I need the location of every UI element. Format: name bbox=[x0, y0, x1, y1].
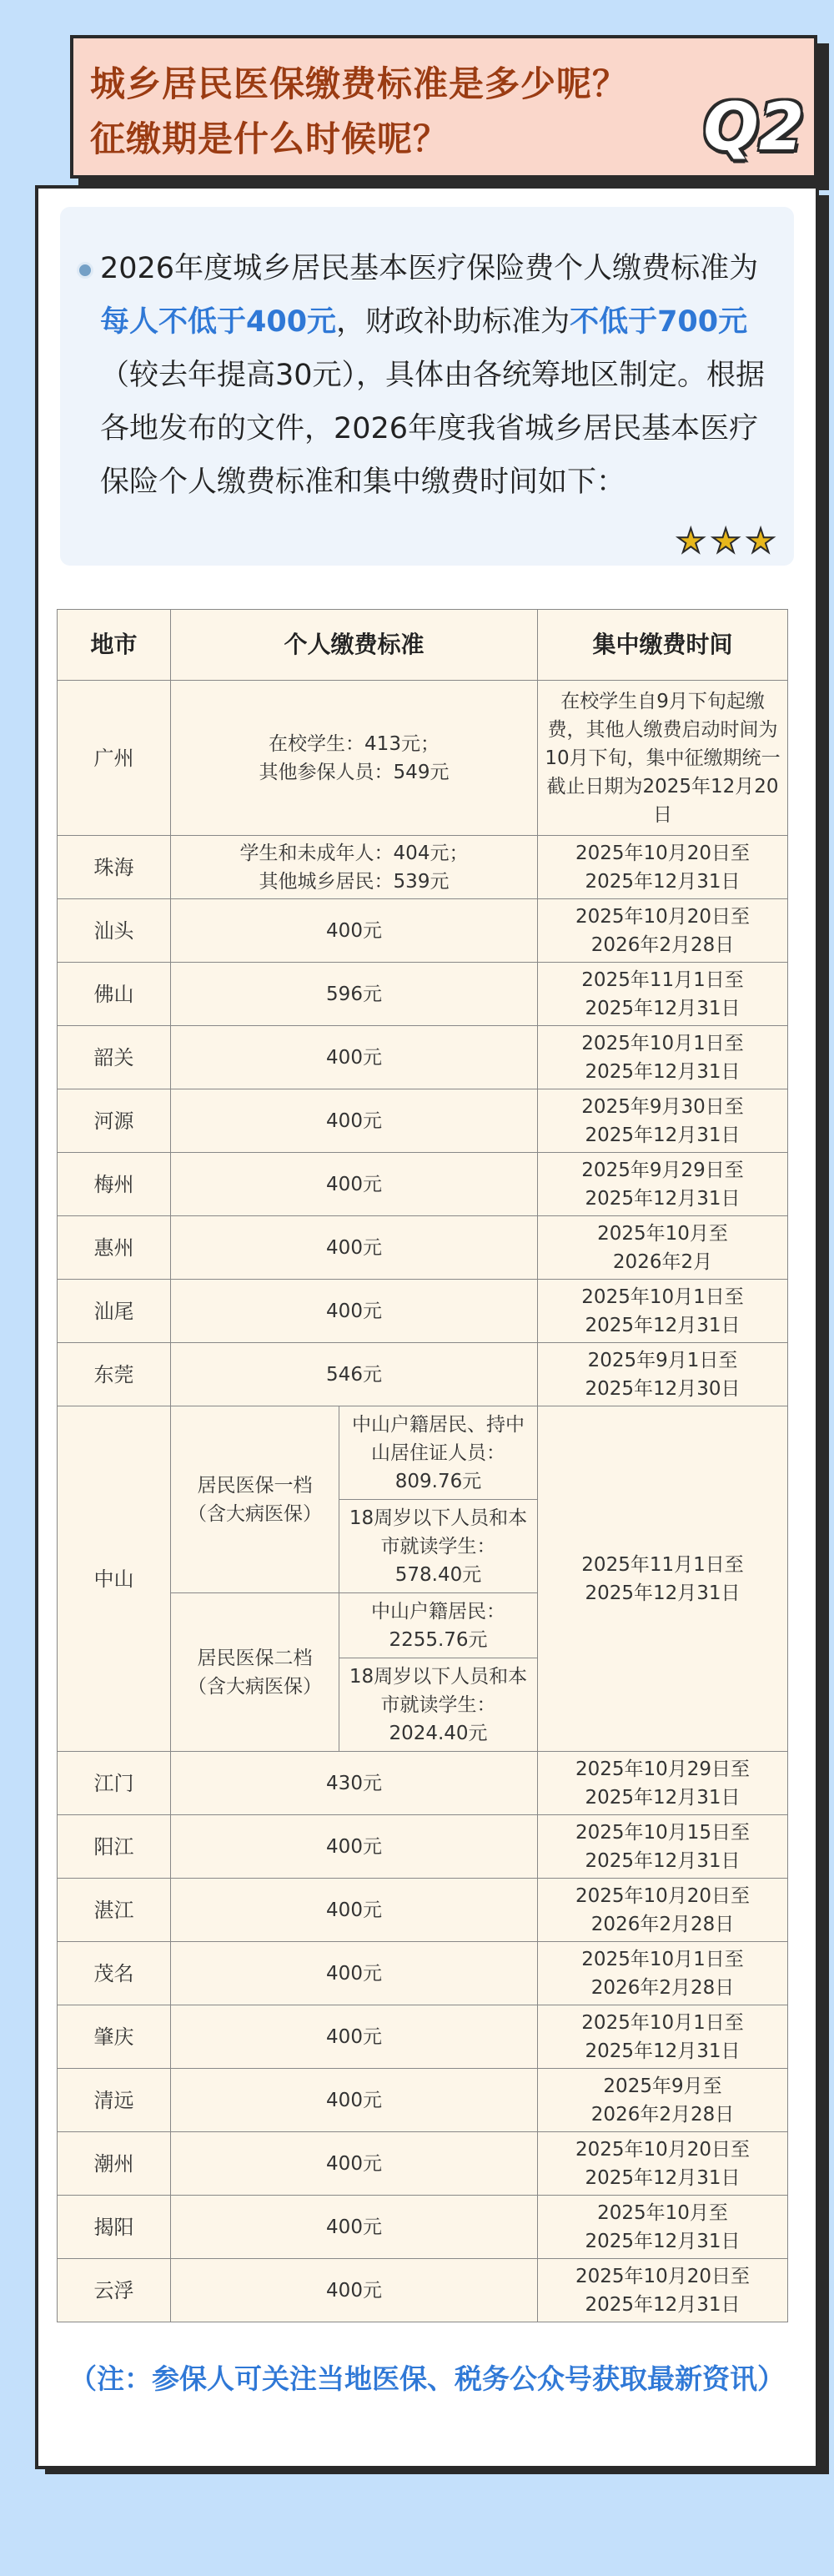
table-row bbox=[58, 1343, 788, 1406]
period-cell: 2025年10月20日至 2025年12月31日 bbox=[538, 2132, 788, 2196]
title-line-1: 城乡居民医保缴费标准是多少呢？ bbox=[90, 63, 629, 104]
period-cell: 2025年9月至 2026年2月28日 bbox=[538, 2069, 788, 2132]
intro-box bbox=[60, 207, 794, 566]
standard-cell: 430元 bbox=[171, 1752, 538, 1815]
table-row bbox=[58, 2132, 788, 2196]
city-cell: 佛山 bbox=[58, 963, 171, 1026]
table-row bbox=[58, 681, 788, 836]
footnote: （注：参保人可关注当地医保、税务公众号获取最新资讯） bbox=[69, 2362, 785, 2395]
header-standard: 个人缴费标准 bbox=[171, 610, 538, 681]
city-cell: 江门 bbox=[58, 1752, 171, 1815]
title-line-2: 征缴期是什么时候呢？ bbox=[90, 118, 450, 159]
standard-cell: 400元 bbox=[171, 1089, 538, 1153]
period-cell: 2025年10月1日至 2026年2月28日 bbox=[538, 1942, 788, 2005]
city-cell: 惠州 bbox=[58, 1216, 171, 1280]
header-period: 集中缴费时间 bbox=[538, 610, 788, 681]
city-cell: 河源 bbox=[58, 1089, 171, 1153]
intro-text-2: ，财政补助标准为 bbox=[336, 305, 570, 339]
tier-detail-cell: 中山户籍居民： 2255.76元 bbox=[339, 1593, 538, 1658]
tier-cell: 居民医保一档 （含大病医保） bbox=[171, 1406, 339, 1593]
standard-cell: 400元 bbox=[171, 1026, 538, 1089]
tier-cell: 居民医保二档 （含大病医保） bbox=[171, 1593, 339, 1752]
city-cell: 梅州 bbox=[58, 1153, 171, 1216]
table-row bbox=[58, 899, 788, 963]
intro-highlight-1: 每人不低于400元 bbox=[100, 305, 337, 339]
table-row bbox=[58, 2069, 788, 2132]
table-row bbox=[58, 836, 788, 899]
table-row bbox=[58, 2196, 788, 2259]
period-cell: 2025年10月20日至 2026年2月28日 bbox=[538, 899, 788, 963]
period-cell: 2025年10月至 2025年12月31日 bbox=[538, 2196, 788, 2259]
period-cell: 2025年9月1日至 2025年12月30日 bbox=[538, 1343, 788, 1406]
table-row bbox=[58, 1879, 788, 1942]
period-cell: 2025年11月1日至 2025年12月31日 bbox=[538, 1406, 788, 1752]
table-row bbox=[58, 1280, 788, 1343]
period-cell: 2025年10月29日至 2025年12月31日 bbox=[538, 1752, 788, 1815]
table-row bbox=[58, 963, 788, 1026]
standard-cell: 400元 bbox=[171, 1153, 538, 1216]
intro-text-1: 2026年度城乡居民基本医疗保险费个人缴费标准为 bbox=[100, 252, 759, 285]
period-cell: 2025年9月30日至 2025年12月31日 bbox=[538, 1089, 788, 1153]
city-cell: 揭阳 bbox=[58, 2196, 171, 2259]
city-cell: 茂名 bbox=[58, 1942, 171, 2005]
intro-paragraph bbox=[100, 242, 784, 509]
table-row bbox=[58, 1216, 788, 1280]
tier-detail-cell: 18周岁以下人员和本市就读学生： 578.40元 bbox=[339, 1500, 538, 1593]
intro-highlight-2: 不低于700元 bbox=[570, 305, 748, 339]
stars-icon: ★★★ bbox=[676, 522, 781, 561]
table-row bbox=[58, 1406, 788, 1500]
standard-cell: 400元 bbox=[171, 1879, 538, 1942]
intro-text-3: （较去年提高30元），具体由各统筹地区制定。根据各地发布的文件，2026年度我省城乡居民基本医疗保险个人缴费标准和集中缴费时间如下： bbox=[100, 359, 766, 499]
period-cell: 2025年10月20日至 2025年12月31日 bbox=[538, 836, 788, 899]
standard-cell: 400元 bbox=[171, 1280, 538, 1343]
standard-cell: 学生和未成年人：404元； 其他城乡居民：539元 bbox=[171, 836, 538, 899]
standard-cell: 400元 bbox=[171, 899, 538, 963]
period-cell: 2025年10月20日至 2025年12月31日 bbox=[538, 2259, 788, 2322]
table-row bbox=[58, 2005, 788, 2069]
period-cell: 2025年9月29日至 2025年12月31日 bbox=[538, 1153, 788, 1216]
table-body-top bbox=[58, 681, 788, 1406]
table-row bbox=[58, 2259, 788, 2322]
standard-cell: 400元 bbox=[171, 1942, 538, 2005]
standard-cell: 400元 bbox=[171, 1815, 538, 1879]
city-cell: 珠海 bbox=[58, 836, 171, 899]
city-cell: 广州 bbox=[58, 681, 171, 836]
period-cell: 2025年11月1日至 2025年12月31日 bbox=[538, 963, 788, 1026]
period-cell: 2025年10月20日至 2026年2月28日 bbox=[538, 1879, 788, 1942]
period-cell: 在校学生自9月下旬起缴费，其他人缴费启动时间为10月下旬，集中征缴期统一截止日期为2025年12月20日 bbox=[538, 681, 788, 836]
standard-cell: 在校学生：413元； 其他参保人员：549元 bbox=[171, 681, 538, 836]
table-body-zhongshan bbox=[58, 1406, 788, 1752]
standard-cell: 400元 bbox=[171, 2069, 538, 2132]
city-cell: 湛江 bbox=[58, 1879, 171, 1942]
city-cell: 汕头 bbox=[58, 899, 171, 963]
city-cell: 东莞 bbox=[58, 1343, 171, 1406]
city-cell: 韶关 bbox=[58, 1026, 171, 1089]
tier-detail-cell: 18周岁以下人员和本市就读学生： 2024.40元 bbox=[339, 1658, 538, 1752]
standard-cell: 400元 bbox=[171, 2196, 538, 2259]
table-row bbox=[58, 1026, 788, 1089]
tier-detail-cell: 中山户籍居民、持中山居住证人员： 809.76元 bbox=[339, 1406, 538, 1500]
period-cell: 2025年10月至 2026年2月 bbox=[538, 1216, 788, 1280]
period-cell: 2025年10月15日至 2025年12月31日 bbox=[538, 1815, 788, 1879]
main-panel bbox=[35, 185, 819, 2469]
standard-cell: 546元 bbox=[171, 1343, 538, 1406]
standard-cell: 400元 bbox=[171, 2259, 538, 2322]
period-cell: 2025年10月1日至 2025年12月31日 bbox=[538, 1026, 788, 1089]
city-cell: 云浮 bbox=[58, 2259, 171, 2322]
city-cell: 清远 bbox=[58, 2069, 171, 2132]
table-row bbox=[58, 1815, 788, 1879]
city-cell: 汕尾 bbox=[58, 1280, 171, 1343]
city-cell: 肇庆 bbox=[58, 2005, 171, 2069]
fee-table bbox=[57, 609, 788, 2322]
city-cell: 阳江 bbox=[58, 1815, 171, 1879]
table-row bbox=[58, 1153, 788, 1216]
bullet-dot-icon bbox=[77, 262, 93, 279]
table-body-bottom bbox=[58, 1752, 788, 2322]
table-row bbox=[58, 1752, 788, 1815]
standard-cell: 400元 bbox=[171, 1216, 538, 1280]
period-cell: 2025年10月1日至 2025年12月31日 bbox=[538, 1280, 788, 1343]
q2-badge: Q2 bbox=[703, 90, 804, 165]
table-row bbox=[58, 1942, 788, 2005]
title-box bbox=[70, 35, 817, 179]
city-cell: 潮州 bbox=[58, 2132, 171, 2196]
city-cell: 中山 bbox=[58, 1406, 171, 1752]
standard-cell: 400元 bbox=[171, 2005, 538, 2069]
period-cell: 2025年10月1日至 2025年12月31日 bbox=[538, 2005, 788, 2069]
table-header-row bbox=[58, 610, 788, 681]
standard-cell: 596元 bbox=[171, 963, 538, 1026]
standard-cell: 400元 bbox=[171, 2132, 538, 2196]
table-row bbox=[58, 1089, 788, 1153]
header-city: 地市 bbox=[58, 610, 171, 681]
